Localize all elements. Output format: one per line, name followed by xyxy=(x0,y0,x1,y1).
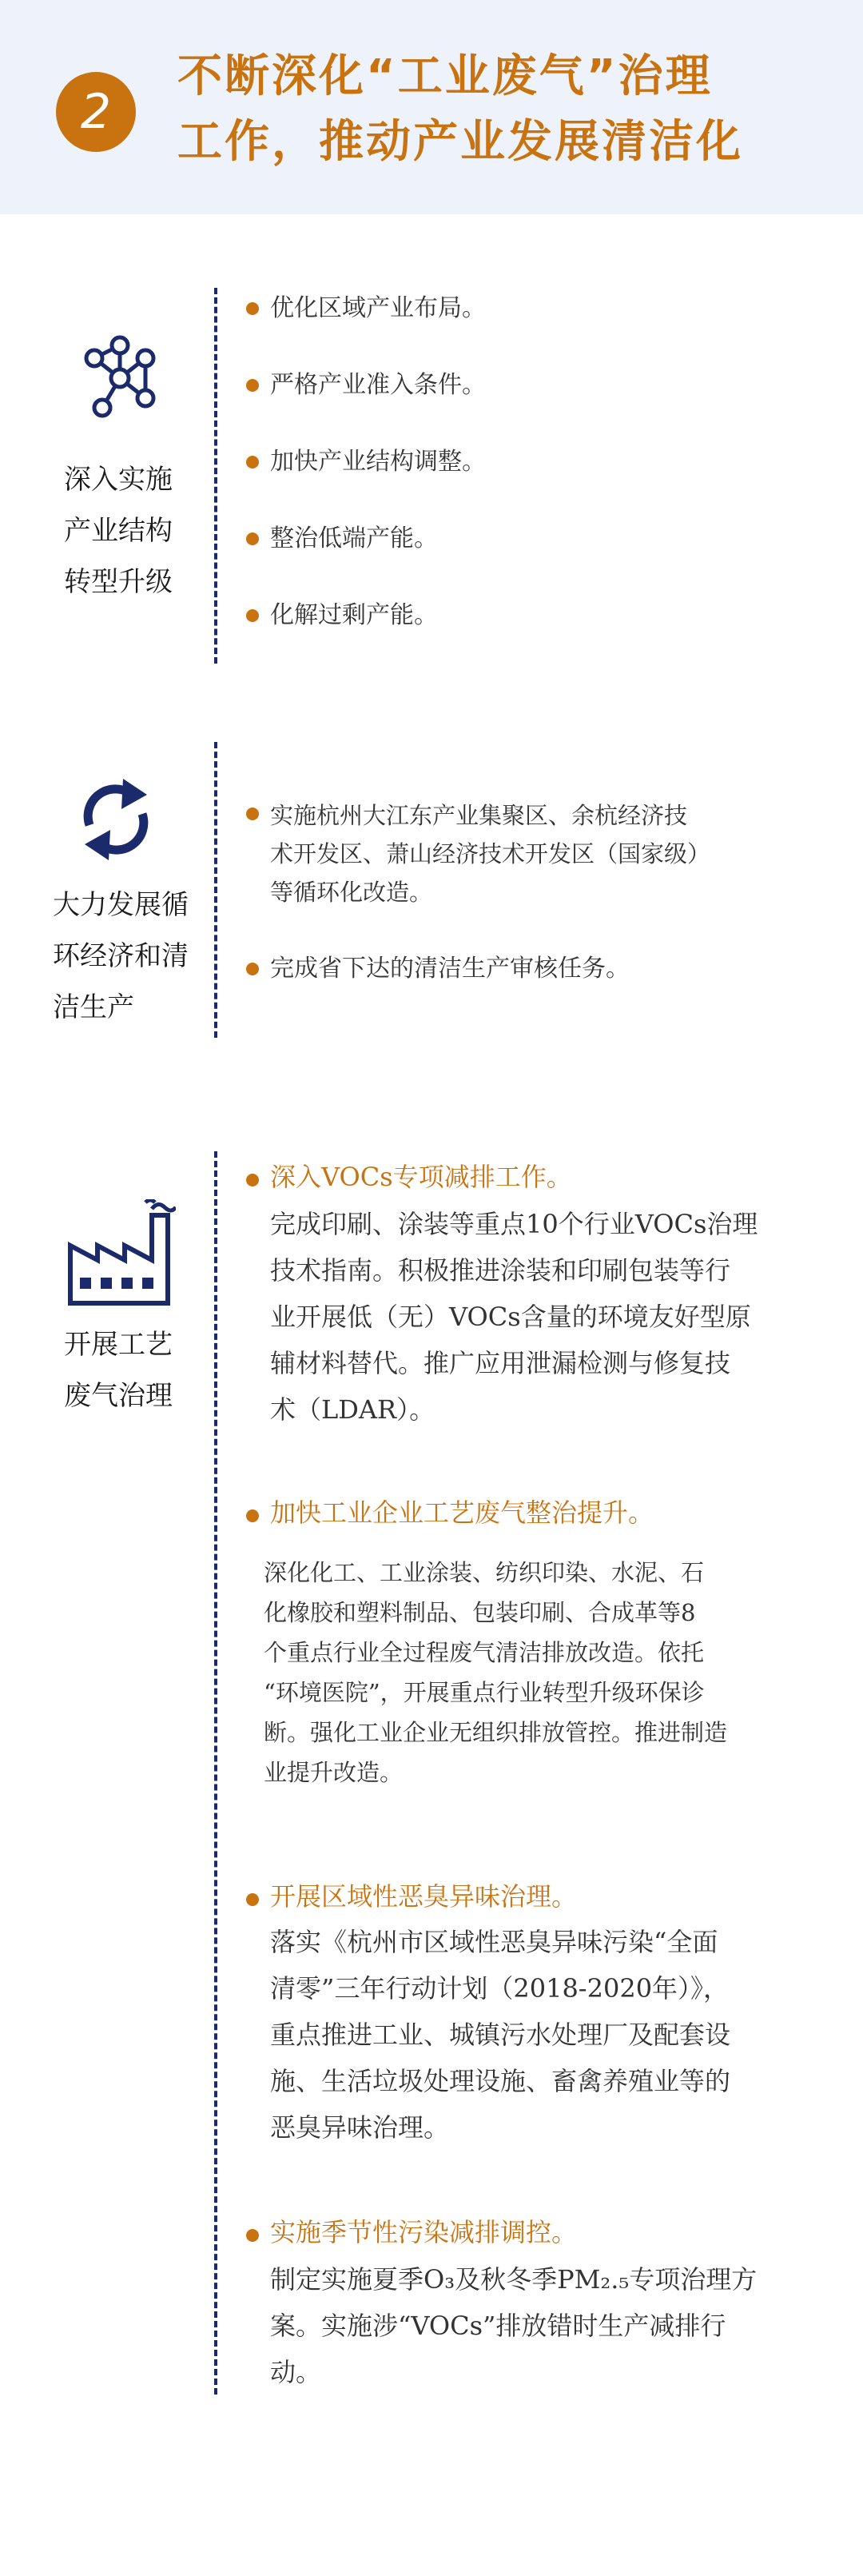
subsection-title: 开展区域性恶臭异味治理。 xyxy=(270,1881,578,1912)
section-label: 开展工艺 废气治理 xyxy=(64,1329,173,1412)
bullet-dot xyxy=(246,1509,259,1522)
page-title xyxy=(177,44,833,175)
dashed-divider xyxy=(214,288,217,664)
subsection-body: 制定实施夏季O₃及秋冬季PM₂.₅专项治理方 案。实施涉“VOCs”排放错时生产减排行 动。 xyxy=(270,2264,758,2387)
network-icon xyxy=(78,334,161,425)
subsection-title: 实施季节性污染减排调控。 xyxy=(270,2217,578,2247)
section-label: 大力发展循 环经济和清 洁生产 xyxy=(53,889,189,1023)
subsection-body: 深化化工、工业涂装、纺织印染、水泥、石 化橡胶和塑料制品、包装印刷、合成革等8 个重点行业全过程废气清洁排放改造。依托 “环境医院”，开展重点行业转型升级环保诊 断。强化工业企业无组织排放管控。推进制造 业提升改造。 xyxy=(264,1559,728,1786)
subsection-title: 深入VOCs专项减排工作。 xyxy=(270,1162,572,1192)
subsection-body: 完成印刷、涂装等重点10个行业VOCs治理 技术指南。积极推进涂装和印刷包装等行 业开展低（无）VOCs含量的环境友好型原 辅材料替代。推广应用泄漏检测与修复技 术（LDAR）。 xyxy=(270,1209,758,1425)
bullet-dot xyxy=(246,807,259,820)
bullet-dot xyxy=(246,1174,259,1186)
subsection-title: 加快工业企业工艺废气整治提升。 xyxy=(270,1497,654,1528)
dashed-divider xyxy=(214,1151,217,2395)
header-banner xyxy=(0,0,863,214)
section-label: 深入实施 产业结构 转型升级 xyxy=(64,464,173,598)
bullet-dot xyxy=(246,609,259,622)
bullet-dot xyxy=(246,963,259,975)
bullet-dot xyxy=(246,1893,259,1906)
title-line-1: 不断深化“工业废气”治理 xyxy=(177,50,713,102)
bullet-dot xyxy=(246,532,259,545)
recycle-arrows-icon xyxy=(74,772,158,868)
dashed-divider xyxy=(214,742,217,1038)
bullet-dot xyxy=(246,302,259,315)
title-line-2: 工作，推动产业发展清洁化 xyxy=(177,116,743,168)
subsection-body: 落实《杭州市区域性恶臭异味污染“全面 清零”三年行动计划（2018-2020年）》， 重点推进工业、城镇污水处理厂及配套设 施、生活垃圾处理设施、畜禽养殖业等的 恶臭异味治理。 xyxy=(270,1927,731,2143)
factory-icon xyxy=(64,1199,176,1314)
bullet-dot xyxy=(246,379,259,392)
bullet-dot xyxy=(246,2229,259,2242)
bullet-dot xyxy=(246,456,259,469)
section-number-badge: 2 xyxy=(56,72,136,152)
